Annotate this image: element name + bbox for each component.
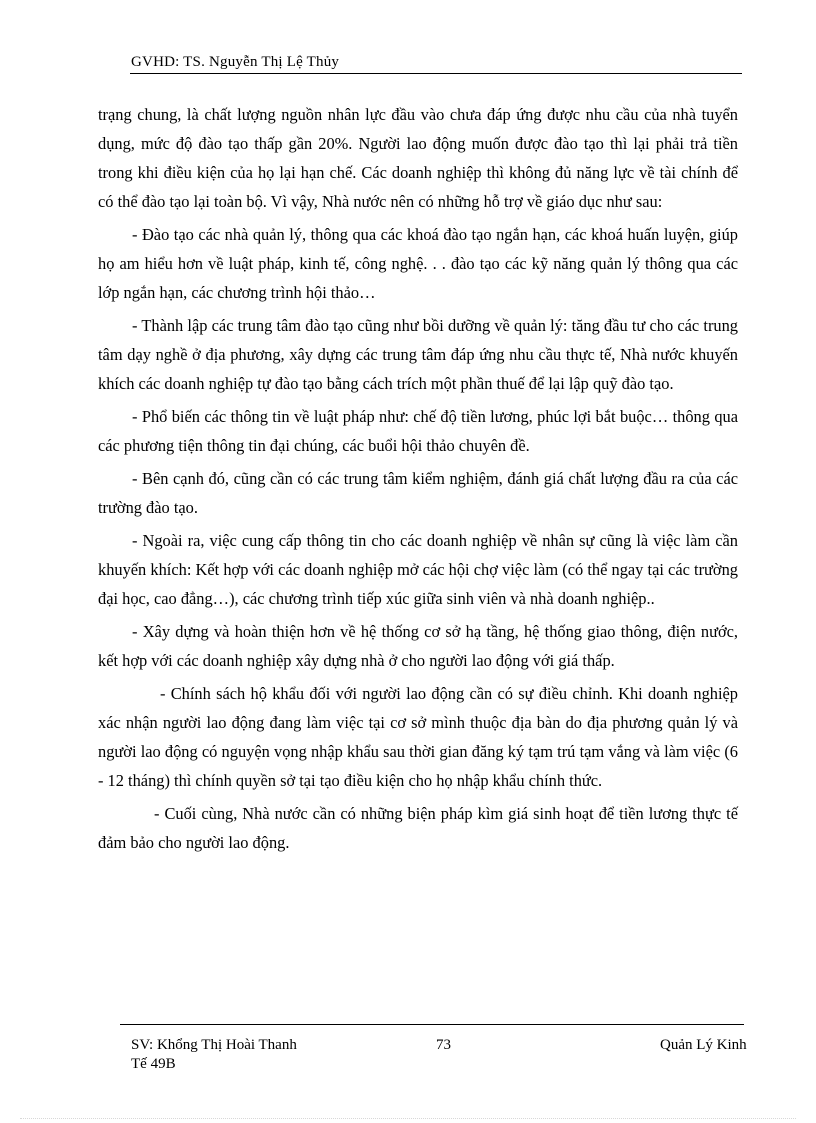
page-header: GVHD: TS. Nguyễn Thị Lệ Thủy	[131, 54, 340, 70]
paragraph-price-control: - Cuối cùng, Nhà nước cần có những biện pháp kìm giá sinh hoạt để tiền lương thực tế đảm bảo cho người lao động.	[98, 804, 738, 852]
paragraph-law-info: - Phổ biến các thông tin về luật pháp như: chế độ tiền lương, phúc lợi bắt buộc… thông qua các phương tiện thông tin đại chúng, các buổi hội thảo chuyên đề.	[98, 407, 738, 455]
footer-student	[131, 1036, 331, 1074]
paragraph-intro: trạng chung, là chất lượng nguồn nhân lực đầu vào chưa đáp ứng được nhu cầu của nhà tuyển dụng, mức độ đào tạo thấp gần 20%. Người lao động muốn được đào tạo thì lại phải trả tiền trong khi điều kiện của họ lại hạn chế. Các doanh nghiệp thì không đủ năng lực về tài chính để có thể đào tạo lại toàn bộ. Vì vậy, Nhà nước nên có những hỗ trợ về giáo dục như sau:	[98, 105, 738, 211]
paragraph-hr-information: - Ngoài ra, việc cung cấp thông tin cho các doanh nghiệp về nhân sự cũng là việc làm cần khuyến khích: Kết hợp với các doanh nghiệp mở các hội chợ việc làm (có thể ngay tại các trường đại học, cao đẳng…), các chương trình tiếp xúc giữa sinh viên và nhà doanh nghiệp..	[98, 531, 738, 608]
document-body	[98, 100, 738, 861]
paragraph-infrastructure: - Xây dựng và hoàn thiện hơn về hệ thống cơ sở hạ tầng, hệ thống giao thông, điện nước, kết hợp với các doanh nghiệp xây dựng nhà ở cho người lao động với giá thấp.	[98, 622, 738, 670]
paragraph-household-registration: - Chính sách hộ khẩu đối với người lao động cần có sự điều chỉnh. Khi doanh nghiệp xác nhận người lao động đang làm việc tại cơ sở mình thuộc địa bàn do địa phương quản lý và người lao động có nguyện vọng nhập khẩu sau thời gian đăng ký tạm trú tạm vắng và làm việc (6 - 12 tháng) thì chính quyền sở tại tạo điều kiện cho họ nhập khẩu chính thức.	[98, 684, 738, 790]
paragraph-train-managers: - Đào tạo các nhà quản lý, thông qua các khoá đào tạo ngắn hạn, các khoá huấn luyện, giúp họ am hiểu hơn về luật pháp, kinh tế, công nghệ. . . đào tạo các kỹ năng quản lý thông qua các lớp ngắn hạn, các chương trình hội thảo…	[98, 225, 738, 302]
page-number: 73	[436, 1037, 451, 1053]
page-edge	[20, 1118, 796, 1119]
footer-major: Quản Lý Kinh	[660, 1037, 747, 1053]
footer-rule	[120, 1024, 744, 1025]
paragraph-training-centers: - Thành lập các trung tâm đào tạo cũng như bồi dưỡng về quản lý: tăng đầu tư cho các trung tâm dạy nghề ở địa phương, xây dựng các trung tâm đáp ứng nhu cầu thực tế, Nhà nước khuyến khích các doanh nghiệp tự đào tạo bằng cách trích một phần thuế để lại lập quỹ đào tạo.	[98, 316, 738, 393]
footer-student-class: Tế 49B	[131, 1056, 176, 1072]
paragraph-quality-centers: - Bên cạnh đó, cũng cần có các trung tâm kiểm nghiệm, đánh giá chất lượng đầu ra của các trường đào tạo.	[98, 469, 738, 517]
footer-student-name: SV: Khổng Thị Hoài Thanh	[131, 1037, 297, 1053]
header-rule	[130, 73, 742, 74]
